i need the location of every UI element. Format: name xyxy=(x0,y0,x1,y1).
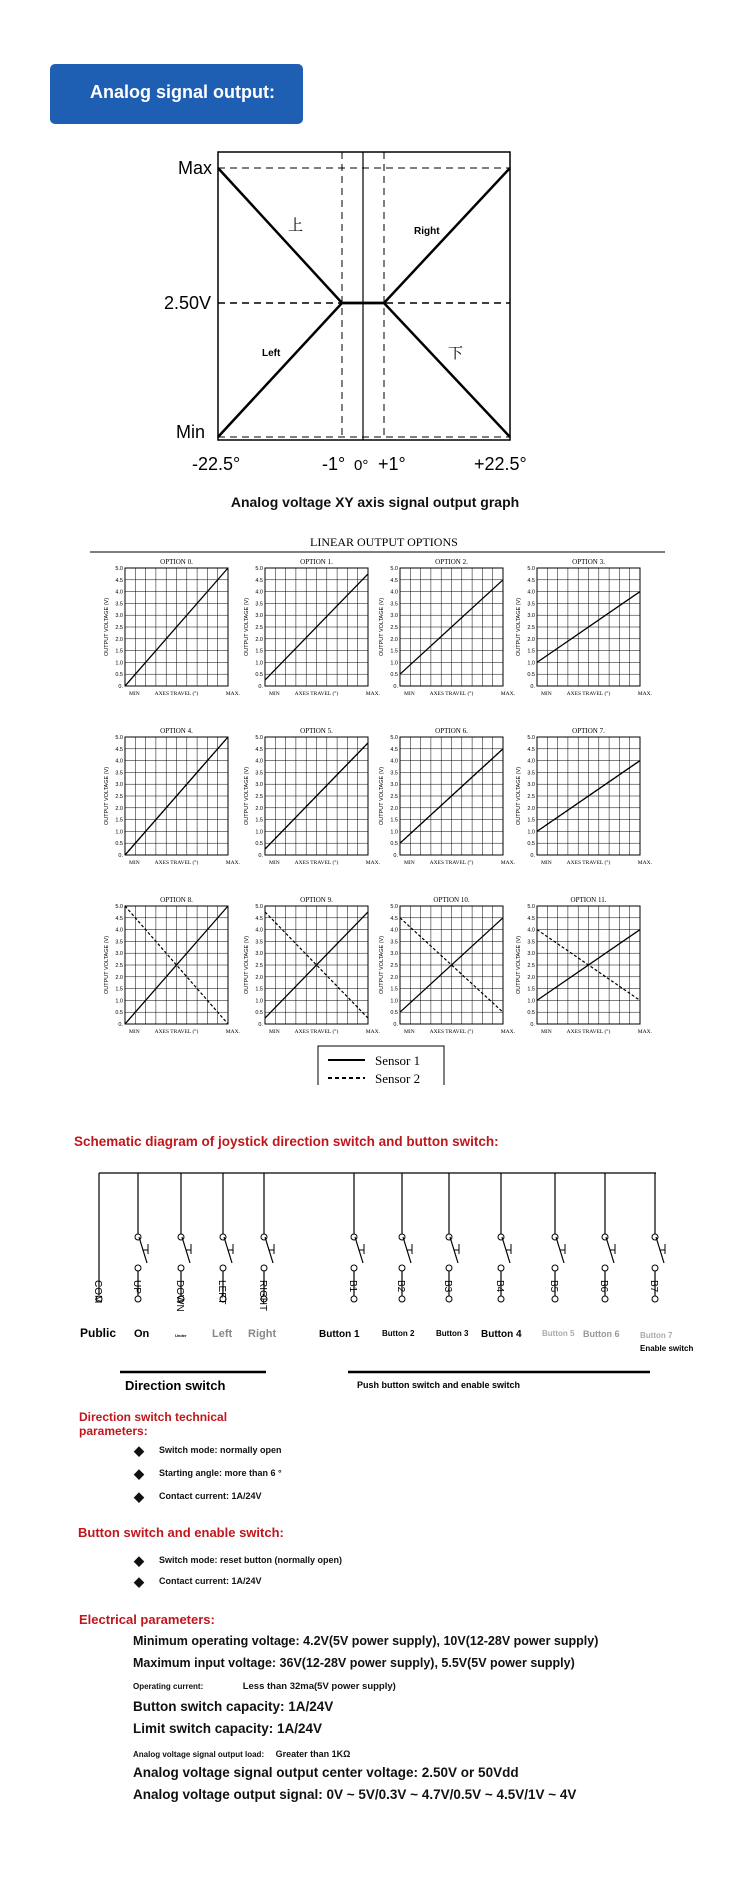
y-tick-label: 1.5 xyxy=(115,817,123,824)
y-tick-label: 3.5 xyxy=(115,770,123,777)
y-axis-label: OUTPUT VOLTAGE (V) xyxy=(244,597,250,657)
option-title: OPTION 9. xyxy=(300,896,333,904)
pin-b3 xyxy=(442,1173,459,1302)
x-tick-pos22: +22.5° xyxy=(474,454,527,474)
y-tick-label: 1.0 xyxy=(390,998,398,1005)
linear-title: LINEAR OUTPUT OPTIONS xyxy=(310,535,458,549)
y-tick-label: 0.5 xyxy=(255,841,263,848)
y-tick-label: 2.0 xyxy=(115,805,123,812)
button-label-3: Button 3 xyxy=(436,1329,469,1338)
x-tick-label: MAX. xyxy=(365,1029,380,1035)
option-title: OPTION 0. xyxy=(160,558,193,566)
y-tick-label: 2.0 xyxy=(390,974,398,981)
y-tick-label: 5.0 xyxy=(527,566,535,572)
y-tick-label: 4.0 xyxy=(527,589,535,596)
y-tick-label: 4.5 xyxy=(255,577,263,584)
x-tick-label: AXES TRAVEL (°) xyxy=(429,1029,474,1035)
y-tick-label: 5.0 xyxy=(390,566,398,572)
y-tick-label: 4.0 xyxy=(390,758,398,765)
y-tick-label: 2.5 xyxy=(390,794,398,800)
y-tick-label: 0.5 xyxy=(390,841,398,848)
y-tick-label: 0.5 xyxy=(255,672,263,679)
x-tick-neg1: -1° xyxy=(322,454,346,474)
pin-up xyxy=(131,1173,148,1302)
y-tick-min: Min xyxy=(176,422,206,442)
y-tick-label: 4.5 xyxy=(255,746,263,753)
y-tick-label: 1.0 xyxy=(527,660,535,667)
y-tick-label: 0. xyxy=(118,1022,123,1028)
y-tick-label: 3.5 xyxy=(390,770,398,777)
x-tick-label: MIN xyxy=(404,860,415,866)
y-tick-label: 4.0 xyxy=(527,758,535,765)
x-tick-label: MAX. xyxy=(500,860,515,866)
y-axis-label: OUTPUT VOLTAGE (V) xyxy=(104,597,110,657)
x-tick-0: 0° xyxy=(354,457,369,474)
y-tick-label: 2.0 xyxy=(527,974,535,981)
y-tick-label: 2.5 xyxy=(527,625,535,631)
button-label-2: Button 2 xyxy=(382,1329,415,1338)
legend-sensor-2: Sensor 2 xyxy=(375,1071,421,1085)
x-tick-label: MIN xyxy=(404,691,415,697)
y-tick-label: 4.5 xyxy=(527,746,535,753)
button-label-8: Enable switch xyxy=(640,1344,694,1353)
y-tick-label: 0. xyxy=(393,853,398,859)
y-tick-label: 0. xyxy=(258,853,263,859)
y-tick-label: 3.5 xyxy=(255,770,263,777)
option-title: OPTION 6. xyxy=(435,727,468,735)
y-tick-label: 2.5 xyxy=(527,963,535,969)
y-tick-label: 3.0 xyxy=(255,951,263,958)
x-tick-label: MIN xyxy=(541,691,552,697)
y-tick-label: 2.0 xyxy=(255,974,263,981)
min-operating-voltage: Minimum operating voltage: 4.2V(5V power supply), 10V(12-28V power supply) xyxy=(133,1634,599,1648)
y-tick-label: 0.5 xyxy=(115,1010,123,1017)
x-tick-label: MAX. xyxy=(365,691,380,697)
y-axis-label: OUTPUT VOLTAGE (V) xyxy=(516,597,522,657)
label-right: Right xyxy=(414,226,440,237)
y-tick-label: 2.5 xyxy=(115,794,123,800)
y-tick-label: 4.0 xyxy=(115,758,123,765)
y-tick-label: 0. xyxy=(118,684,123,690)
y-tick-label: 5.0 xyxy=(527,904,535,910)
label-on: On xyxy=(134,1328,150,1340)
x-tick-label: MAX. xyxy=(637,1029,652,1035)
y-tick-label: 2.0 xyxy=(115,636,123,643)
linear-output-options xyxy=(0,525,750,1085)
y-tick-label: 0. xyxy=(258,1022,263,1028)
label-up: 上 xyxy=(288,217,304,234)
label-public: Public xyxy=(80,1326,117,1340)
label-under: Under xyxy=(175,1333,187,1338)
x-tick-label: AXES TRAVEL (°) xyxy=(429,860,474,866)
pin-label: UP xyxy=(131,1280,142,1294)
center-voltage: Analog voltage signal output center voltage: 2.50V or 50Vdd xyxy=(133,1765,519,1780)
y-tick-label: 1.5 xyxy=(255,986,263,993)
banner-colon: : xyxy=(312,78,320,103)
pin-b4 xyxy=(494,1173,511,1302)
button-label-6: Button 6 xyxy=(583,1329,620,1339)
y-tick-label: 5.0 xyxy=(115,566,123,572)
y-tick-label: 3.5 xyxy=(255,939,263,946)
y-tick-label: 0.5 xyxy=(527,841,535,848)
x-tick-label: MAX. xyxy=(500,691,515,697)
y-axis-label: OUTPUT VOLTAGE (V) xyxy=(244,766,250,826)
y-tick-label: 4.0 xyxy=(115,589,123,596)
max-input-voltage: Maximum input voltage: 36V(12-28V power supply), 5.5V(5V power supply) xyxy=(133,1656,575,1670)
y-tick-label: 3.0 xyxy=(255,782,263,789)
y-tick-label: 2.0 xyxy=(115,974,123,981)
pin-label: B4 xyxy=(494,1280,505,1293)
option-chart-5 xyxy=(244,727,381,866)
x-tick-label: MIN xyxy=(269,1029,280,1035)
y-axis-label: OUTPUT VOLTAGE (V) xyxy=(104,766,110,826)
option-chart-0 xyxy=(104,558,241,697)
option-title: OPTION 10. xyxy=(433,896,470,904)
y-tick-label: 3.0 xyxy=(115,613,123,620)
y-tick-label: 0. xyxy=(258,684,263,690)
button-label-1: Button 1 xyxy=(319,1329,360,1340)
y-axis-label: OUTPUT VOLTAGE (V) xyxy=(379,935,385,995)
pin-b7 xyxy=(648,1173,665,1302)
y-tick-label: 4.5 xyxy=(255,915,263,922)
label-down: 下 xyxy=(448,345,464,362)
xy-output-graph xyxy=(0,140,750,500)
y-tick-label: 0. xyxy=(393,684,398,690)
btn-param-1: ◆ Switch mode: reset button (normally open) xyxy=(159,1555,342,1565)
banner-title: Analog signal output: xyxy=(90,82,275,102)
pin-label: B7 xyxy=(648,1280,659,1293)
dir-param-3: ◆ Contact current: 1A/24V xyxy=(159,1491,262,1501)
y-tick-label: 5.0 xyxy=(115,904,123,910)
dir-param-2: ◆ Starting angle: more than 6 ° xyxy=(159,1468,282,1478)
label-right: Right xyxy=(248,1328,277,1340)
y-tick-label: 4.0 xyxy=(390,927,398,934)
y-tick-label: 3.5 xyxy=(255,601,263,608)
x-tick-label: MIN xyxy=(541,860,552,866)
output-load xyxy=(133,1746,350,1760)
x-tick-label: MAX. xyxy=(365,860,380,866)
y-tick-label: 3.0 xyxy=(255,613,263,620)
y-tick-label: 1.5 xyxy=(390,986,398,993)
y-tick-label: 3.0 xyxy=(527,782,535,789)
limit-switch-capacity: Limit switch capacity: 1A/24V xyxy=(133,1721,323,1736)
y-tick-label: 2.0 xyxy=(527,805,535,812)
option-title: OPTION 7. xyxy=(572,727,605,735)
pin-left xyxy=(216,1173,233,1304)
y-tick-label: 1.5 xyxy=(527,817,535,824)
x-tick-label: MIN xyxy=(129,860,140,866)
x-tick-neg22: -22.5° xyxy=(192,454,241,474)
option-chart-4 xyxy=(104,727,241,866)
y-tick-label: 1.5 xyxy=(390,648,398,655)
legend-sensor-1: Sensor 1 xyxy=(375,1053,421,1068)
y-tick-label: 3.5 xyxy=(527,939,535,946)
y-tick-label: 3.5 xyxy=(390,939,398,946)
button-label-7: Button 7 xyxy=(640,1331,673,1340)
y-tick-label: 1.5 xyxy=(255,648,263,655)
option-chart-1 xyxy=(244,558,381,697)
y-tick-label: 1.5 xyxy=(390,817,398,824)
y-tick-label: 2.5 xyxy=(115,625,123,631)
x-tick-label: MAX. xyxy=(637,860,652,866)
y-tick-label: 2.0 xyxy=(390,805,398,812)
y-tick-label: 3.0 xyxy=(115,782,123,789)
y-tick-label: 0. xyxy=(393,1022,398,1028)
y-tick-label: 4.5 xyxy=(390,577,398,584)
x-tick-label: AXES TRAVEL (°) xyxy=(566,860,611,866)
y-tick-label: 1.0 xyxy=(390,660,398,667)
x-tick-label: AXES TRAVEL (°) xyxy=(294,691,339,697)
option-chart-7 xyxy=(516,727,653,866)
y-tick-label: 5.0 xyxy=(390,904,398,910)
y-tick-label: 4.5 xyxy=(527,577,535,584)
x-tick-label: MIN xyxy=(269,860,280,866)
y-tick-label: 3.0 xyxy=(115,951,123,958)
y-axis-label: OUTPUT VOLTAGE (V) xyxy=(516,935,522,995)
y-tick-label: 0.5 xyxy=(255,1010,263,1017)
option-title: OPTION 4. xyxy=(160,727,193,735)
x-tick-label: MIN xyxy=(269,691,280,697)
option-title: OPTION 2. xyxy=(435,558,468,566)
y-tick-label: 0.5 xyxy=(115,841,123,848)
x-tick-label: AXES TRAVEL (°) xyxy=(154,860,199,866)
option-chart-2 xyxy=(379,558,516,697)
y-axis-label: OUTPUT VOLTAGE (V) xyxy=(379,766,385,826)
y-tick-label: 5.0 xyxy=(390,735,398,741)
y-axis-label: OUTPUT VOLTAGE (V) xyxy=(516,766,522,826)
option-chart-9 xyxy=(244,896,381,1035)
button-switch-capacity: Button switch capacity: 1A/24V xyxy=(133,1699,334,1714)
y-tick-mid: 2.50V xyxy=(164,293,212,313)
pin-b6 xyxy=(598,1173,615,1302)
y-tick-label: 3.0 xyxy=(527,613,535,620)
x-tick-label: MAX. xyxy=(225,1029,240,1035)
pin-b1 xyxy=(347,1173,364,1302)
label-left: Left xyxy=(212,1328,233,1340)
x-tick-label: AXES TRAVEL (°) xyxy=(154,1029,199,1035)
y-tick-label: 1.0 xyxy=(527,829,535,836)
y-tick-label: 1.5 xyxy=(527,648,535,655)
output-signal: Analog voltage output signal: 0V ~ 5V/0.3V ~ 4.7V/0.5V ~ 4.5V/1V ~ 4V xyxy=(133,1787,577,1802)
y-tick-label: 4.0 xyxy=(255,758,263,765)
y-tick-label: 3.5 xyxy=(115,939,123,946)
y-tick-label: 2.5 xyxy=(255,963,263,969)
y-tick-label: 0. xyxy=(530,1022,535,1028)
option-title: OPTION 3. xyxy=(572,558,605,566)
y-tick-label: 0.5 xyxy=(390,672,398,679)
y-tick-label: 5.0 xyxy=(255,904,263,910)
electrical-title: Electrical parameters: xyxy=(79,1612,215,1627)
y-tick-label: 2.5 xyxy=(527,794,535,800)
y-tick-label: 4.0 xyxy=(527,927,535,934)
y-axis-label: OUTPUT VOLTAGE (V) xyxy=(244,935,250,995)
y-tick-label: 5.0 xyxy=(255,735,263,741)
option-chart-8 xyxy=(104,896,241,1035)
pin-right xyxy=(257,1173,274,1311)
button-group-label: Push button switch and enable switch xyxy=(357,1380,521,1390)
pin-label: B1 xyxy=(347,1280,358,1293)
option-chart-11 xyxy=(516,896,653,1035)
button-label-5: Button 5 xyxy=(542,1329,575,1338)
pin-com xyxy=(92,1173,103,1303)
option-title: OPTION 8. xyxy=(160,896,193,904)
x-tick-label: AXES TRAVEL (°) xyxy=(294,1029,339,1035)
y-tick-label: 3.5 xyxy=(527,601,535,608)
pin-b5 xyxy=(548,1173,565,1302)
output-load-label: Analog voltage signal output load: xyxy=(133,1750,265,1759)
y-tick-label: 1.0 xyxy=(115,829,123,836)
y-tick-label: 4.5 xyxy=(527,915,535,922)
xy-graph-caption: Analog voltage XY axis signal output graph xyxy=(230,494,520,510)
pin-label: COM xyxy=(92,1280,103,1304)
option-chart-3 xyxy=(516,558,653,697)
section-banner xyxy=(50,64,320,124)
pin-label: RIGHT xyxy=(257,1280,268,1312)
option-chart-10 xyxy=(379,896,516,1035)
button-label-4: Button 4 xyxy=(481,1329,522,1340)
y-tick-label: 1.0 xyxy=(255,998,263,1005)
operating-current xyxy=(133,1678,396,1692)
option-title: OPTION 5. xyxy=(300,727,333,735)
x-tick-pos1: +1° xyxy=(378,454,406,474)
button-params-title: Button switch and enable switch: xyxy=(78,1525,284,1540)
pin-down xyxy=(174,1173,191,1312)
option-title: OPTION 11. xyxy=(570,896,607,904)
y-tick-label: 3.0 xyxy=(390,613,398,620)
y-tick-label: 2.0 xyxy=(390,636,398,643)
y-tick-label: 4.5 xyxy=(115,746,123,753)
y-tick-label: 3.5 xyxy=(115,601,123,608)
y-tick-label: 4.0 xyxy=(255,927,263,934)
x-tick-label: AXES TRAVEL (°) xyxy=(566,1029,611,1035)
y-tick-label: 1.0 xyxy=(527,998,535,1005)
y-tick-label: 1.5 xyxy=(255,817,263,824)
y-tick-label: 4.0 xyxy=(255,589,263,596)
y-tick-label: 2.0 xyxy=(527,636,535,643)
y-tick-label: 1.5 xyxy=(115,648,123,655)
dir-param-1: ◆ Switch mode: normally open xyxy=(159,1445,282,1455)
y-tick-label: 2.0 xyxy=(255,636,263,643)
label-left: Left xyxy=(262,348,281,359)
x-tick-label: MIN xyxy=(129,1029,140,1035)
btn-param-2: ◆ Contact current: 1A/24V xyxy=(159,1576,262,1586)
switch-schematic xyxy=(0,1160,750,1390)
y-tick-label: 1.0 xyxy=(115,998,123,1005)
pin-label: B5 xyxy=(548,1280,559,1293)
y-tick-label: 1.5 xyxy=(527,986,535,993)
x-tick-label: MIN xyxy=(541,1029,552,1035)
y-tick-label: 2.5 xyxy=(390,963,398,969)
y-tick-label: 4.5 xyxy=(390,746,398,753)
y-tick-label: 0.5 xyxy=(527,1010,535,1017)
y-tick-label: 2.5 xyxy=(115,963,123,969)
y-tick-label: 1.0 xyxy=(255,829,263,836)
y-tick-label: 3.5 xyxy=(527,770,535,777)
y-tick-label: 3.0 xyxy=(390,782,398,789)
y-tick-label: 3.0 xyxy=(527,951,535,958)
pin-label: B2 xyxy=(395,1280,406,1293)
pin-b2 xyxy=(395,1173,412,1302)
y-tick-label: 0. xyxy=(530,684,535,690)
y-tick-label: 4.0 xyxy=(115,927,123,934)
y-tick-label: 2.5 xyxy=(255,794,263,800)
operating-current-label: Operating current: xyxy=(133,1682,204,1691)
y-tick-label: 2.5 xyxy=(390,625,398,631)
x-tick-label: MIN xyxy=(404,1029,415,1035)
y-tick-label: 0. xyxy=(530,853,535,859)
x-tick-label: MAX. xyxy=(500,1029,515,1035)
xy-series-falling xyxy=(218,168,510,437)
x-tick-label: AXES TRAVEL (°) xyxy=(429,691,474,697)
output-load-value: Greater than 1KΩ xyxy=(275,1749,351,1759)
x-tick-label: MAX. xyxy=(225,860,240,866)
y-tick-label: 2.5 xyxy=(255,625,263,631)
x-tick-label: AXES TRAVEL (°) xyxy=(294,860,339,866)
y-tick-label: 4.0 xyxy=(390,589,398,596)
x-tick-label: MAX. xyxy=(637,691,652,697)
x-tick-label: MAX. xyxy=(225,691,240,697)
y-tick-label: 0.5 xyxy=(390,1010,398,1017)
pin-label: B3 xyxy=(442,1280,453,1293)
pin-label: LEFT xyxy=(216,1280,227,1305)
pin-label: B6 xyxy=(598,1280,609,1293)
y-tick-max: Max xyxy=(178,158,213,178)
x-tick-label: MIN xyxy=(129,691,140,697)
y-tick-label: 5.0 xyxy=(115,735,123,741)
option-title: OPTION 1. xyxy=(300,558,333,566)
y-tick-label: 3.5 xyxy=(390,601,398,608)
y-axis-label: OUTPUT VOLTAGE (V) xyxy=(104,935,110,995)
y-tick-label: 1.0 xyxy=(115,660,123,667)
y-tick-label: 0.5 xyxy=(115,672,123,679)
y-tick-label: 3.0 xyxy=(390,951,398,958)
x-tick-label: AXES TRAVEL (°) xyxy=(154,691,199,697)
y-tick-label: 4.5 xyxy=(390,915,398,922)
pin-label: DOWN xyxy=(174,1280,185,1312)
x-tick-label: AXES TRAVEL (°) xyxy=(566,691,611,697)
y-tick-label: 1.0 xyxy=(390,829,398,836)
y-axis-label: OUTPUT VOLTAGE (V) xyxy=(379,597,385,657)
option-chart-6 xyxy=(379,727,516,866)
y-tick-label: 1.0 xyxy=(255,660,263,667)
y-tick-label: 5.0 xyxy=(255,566,263,572)
y-tick-label: 4.5 xyxy=(115,577,123,584)
direction-params-title: Direction switch technical parameters: xyxy=(79,1410,228,1438)
operating-current-value: Less than 32ma(5V power supply) xyxy=(242,1681,396,1692)
y-tick-label: 0. xyxy=(118,853,123,859)
y-tick-label: 1.5 xyxy=(115,986,123,993)
y-tick-label: 5.0 xyxy=(527,735,535,741)
direction-group-label: Direction switch xyxy=(125,1378,226,1390)
y-tick-label: 2.0 xyxy=(255,805,263,812)
y-tick-label: 4.5 xyxy=(115,915,123,922)
y-tick-label: 0.5 xyxy=(527,672,535,679)
schematic-title: Schematic diagram of joystick direction switch and button switch: xyxy=(74,1134,499,1149)
